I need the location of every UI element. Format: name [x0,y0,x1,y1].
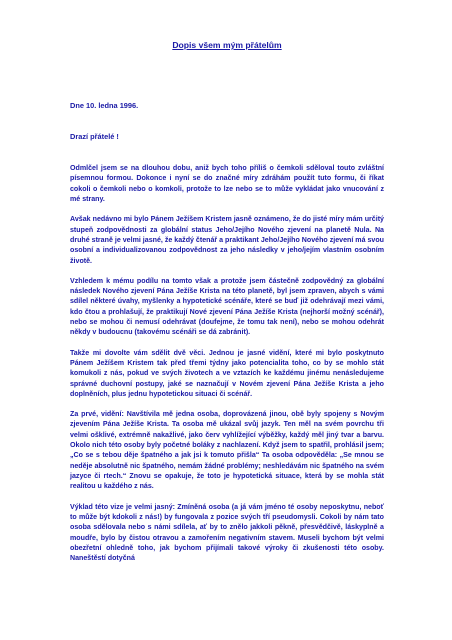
letter-date: Dne 10. ledna 1996. [70,101,139,110]
paragraph-6: Výklad této vize je velmi jasný: Zmíněná osoba (a já vám jméno té osoby neposkytnu, neboť to může být kdokoli z nás!) by fungovala z pozice svých tří pseudomysli. Cokoli by nám tato osoba sdělovala nebo s námi sdílela, ať by to znělo jakkoli pěkně, přesvědčivě, láskyplně a moudře, bylo by čistou otravou a zamořením negativním stavem. Museli bychom být velmi obezřetní ohledně toho, jak bychom přijímali takové výroky či zkušenosti této osoby. Naneštěstí dotyčná [70,502,384,563]
paragraph-1: Odmlčel jsem se na dlouhou dobu, aniž bych toho příliš o čemkoli sděloval touto zvláštní písemnou formou. Dokonce i nyní se do značné míry zdráhám použít tuto formu, či říkat cokoli o čemkoli nebo o komkoli, protože to lze nebo se to může vykládat jako vnucování z mé strany. [70,164,384,204]
paragraph-4: Takže mi dovolte vám sdělit dvě věci. Jednou je jasné vidění, které mi bylo poskytnuto Pánem Ježíšem Kristem tak před třemi týdny jako potencialita toho, co by se mohlo stát komukoli z nás, pokud ve svých životech a ve vztazích ke každému jinému nenásledujeme správné duchovní postupy, jaké se naznačují v Novém zjevení Pána Ježíše Krista a jeho doplněních, plus jednu hypotetickou situaci či scénář. [70,348,384,398]
document-title: Dopis všem mým přátelům [172,40,282,50]
paragraph-3: Vzhledem k mému podílu na tomto však a protože jsem částečně zodpovědný za globální následek Nového zjevení Pána Ježíše Krista na této planetě, byl jsem zpraven, abych s vámi sdílel některé úvahy, myšlenky a hypotetické scénáře, které se buď již odehrávají mezi vámi, kdo čtou a prohlašují, že praktikují Nové zjevení Pána Ježíše Krista (nejhorší možný scénář), nebo se mohou či nemusí odehrávat (doufejme, že tomu tak není), nebo se mohou odehrát někdy v budoucnu (takovému scénáři se dá zabránit). [70,276,384,337]
letter-page [70,40,384,573]
paragraph-5: Za prvé, vidění: Navštívila mě jedna osoba, doprovázená jinou, obě byly spojeny s Novým zjevením Pána Ježíše Krista. Ta osoba mě ukázal svůj jazyk. Ten měl na svém povrchu tři velmi ošklivé, extrémně nakažlivé, jako červ vyhlížející výběžky, každý měl jiný tvar a barvu. Okolo nich této osoby byly početné boláky z nachlazení. Když jsem to spatřil, prohlásil jsem; „Co se s tebou děje špatného a jak jsi k tomuto přišla“ Ta osoba odpověděla: „Se mnou se neděje absolutně nic špatného, nemám žádné problémy; neshledávám nic špatného na svém jazyce či rtech.“ Znovu se opakuje, že toto je hypotetická situace, která by se mohla stát realitou u každého z nás. [70,410,384,491]
letter-greeting: Drazí přátelé ! [70,132,119,141]
paragraph-2: Avšak nedávno mi bylo Pánem Ježíšem Kristem jasně oznámeno, že do jisté míry mám určitý stupeň zodpovědnosti za globální status Jeho/Jejího Nového zjevení na planetě Nula. Na druhé straně je velmi jasné, že každý čtenář a praktikant Jeho/Jejího Nového zjevení má svou osobní a individualizovanou zodpovědnost za jeho následky v jeho/jejím vlastním osobním životě. [70,215,384,265]
